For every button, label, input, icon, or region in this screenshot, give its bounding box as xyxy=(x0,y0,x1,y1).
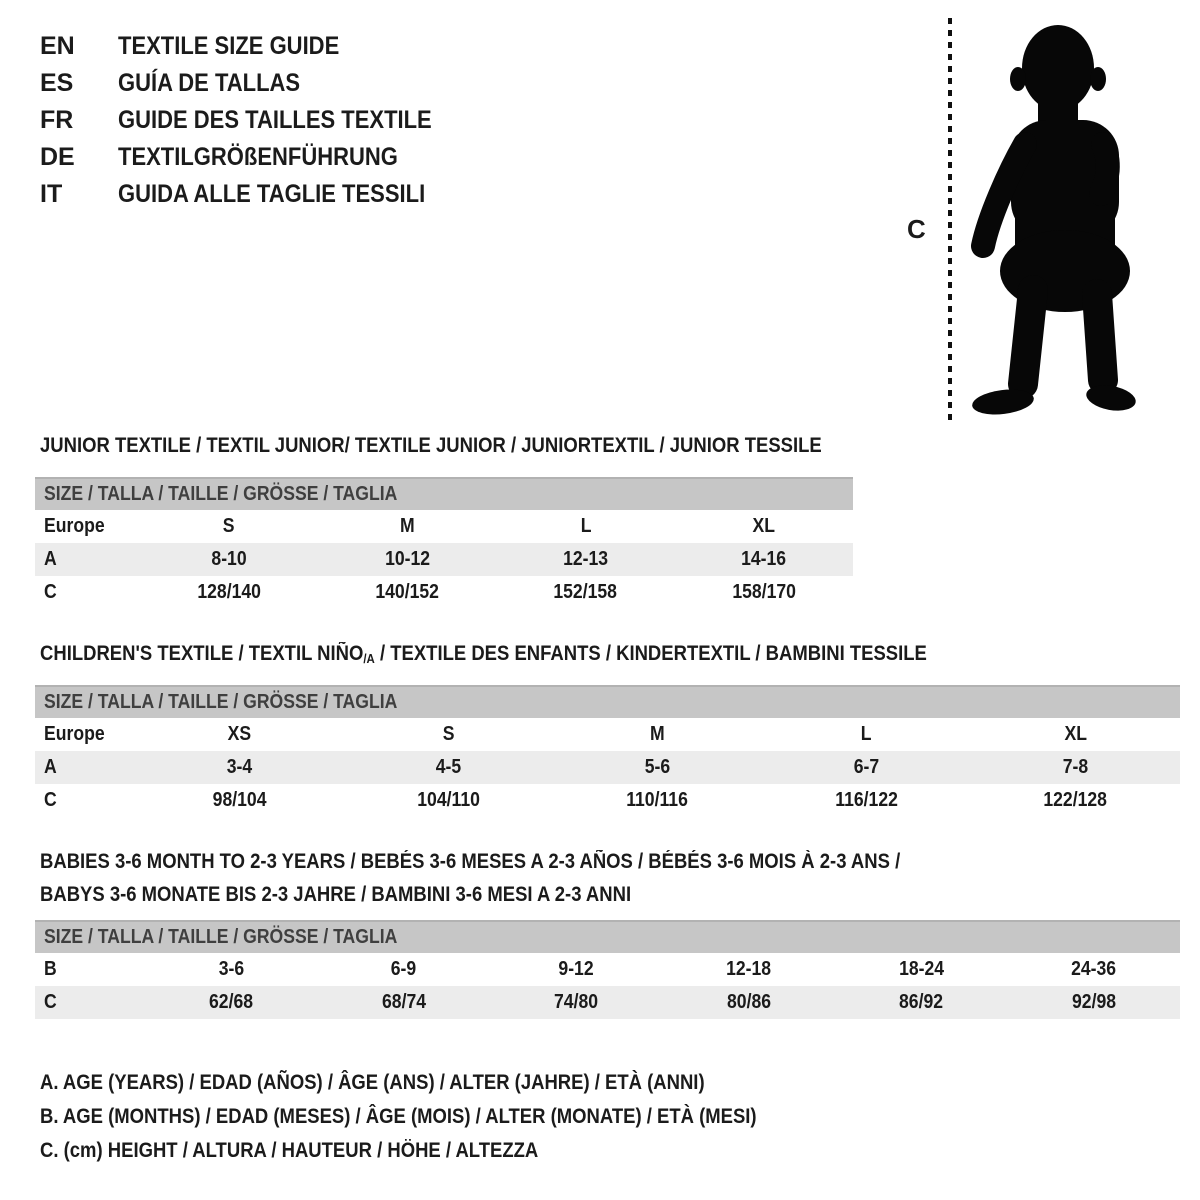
language-row-fr xyxy=(40,102,475,139)
row-label: Europe xyxy=(44,515,105,537)
language-code: EN xyxy=(40,32,75,60)
height-cell: 158/170 xyxy=(732,581,796,603)
measurement-legend xyxy=(40,1066,854,1168)
junior-size-table xyxy=(35,477,853,609)
row-label: C xyxy=(44,991,57,1013)
size-cell: L xyxy=(861,723,872,745)
table-row-europe xyxy=(35,510,853,543)
table-row-age xyxy=(35,543,853,576)
size-cell: XL xyxy=(1064,723,1087,745)
age-cell: 6-7 xyxy=(853,756,880,778)
height-cell: 116/122 xyxy=(835,789,898,811)
language-title-list xyxy=(40,28,475,213)
height-cell: 92/98 xyxy=(1071,991,1116,1013)
guide-title-fr: GUIDE DES TAILLES TEXTILE xyxy=(118,106,432,134)
legend-line-b: B. AGE (MONTHS) / EDAD (MESES) / ÂGE (MOIS) / ALTER (MONATE) / ETÀ (MESI) xyxy=(40,1105,757,1128)
table-row-height xyxy=(35,784,1180,817)
language-row-de xyxy=(40,139,475,176)
children-size-table xyxy=(35,685,1180,817)
height-cell: 68/74 xyxy=(381,991,426,1013)
age-cell: 6-9 xyxy=(391,958,417,980)
height-cell: 110/116 xyxy=(626,789,689,811)
age-cell: 9-12 xyxy=(558,958,594,980)
language-code: DE xyxy=(40,143,75,171)
guide-title-en: TEXTILE SIZE GUIDE xyxy=(118,32,340,60)
size-header-bar: SIZE / TALLA / TAILLE / GRÖSSE / TAGLIA xyxy=(35,685,1180,718)
size-cell: L xyxy=(580,515,592,537)
language-code: IT xyxy=(40,180,63,208)
table-row-height xyxy=(35,986,1180,1019)
language-row-es xyxy=(40,65,475,102)
size-cell: XS xyxy=(227,723,252,745)
row-label: Europe xyxy=(44,723,105,745)
height-cell: 128/140 xyxy=(197,581,261,603)
age-cell: 18-24 xyxy=(898,958,944,980)
age-cell: 12-18 xyxy=(726,958,772,980)
table-row-europe xyxy=(35,718,1180,751)
language-row-en xyxy=(40,28,475,65)
row-label: A xyxy=(44,548,57,570)
age-cell: 3-6 xyxy=(218,958,244,980)
age-cell: 12-13 xyxy=(563,548,609,570)
height-cell: 152/158 xyxy=(553,581,618,603)
babies-size-table xyxy=(35,920,1180,1019)
age-cell: 7-8 xyxy=(1062,756,1089,778)
height-cell: 122/128 xyxy=(1043,789,1108,811)
age-cell: 10-12 xyxy=(384,548,430,570)
size-cell: M xyxy=(400,515,415,537)
row-label: C xyxy=(44,581,57,603)
height-cell: 98/104 xyxy=(212,789,267,811)
size-cell: S xyxy=(442,723,455,745)
legend-line-c: C. (cm) HEIGHT / ALTURA / HAUTEUR / HÖHE / ALTEZZA xyxy=(40,1139,539,1162)
table-row-age-months xyxy=(35,953,1180,986)
size-header-bar: SIZE / TALLA / TAILLE / GRÖSSE / TAGLIA xyxy=(35,920,1180,953)
guide-title-es: GUÍA DE TALLAS xyxy=(118,69,301,97)
size-cell: S xyxy=(223,515,235,537)
height-measure-line xyxy=(948,18,952,422)
table-row-age xyxy=(35,751,1180,784)
size-cell: M xyxy=(650,723,665,745)
age-cell: 24-36 xyxy=(1071,958,1117,980)
size-header-bar: SIZE / TALLA / TAILLE / GRÖSSE / TAGLIA xyxy=(35,477,853,510)
language-code: FR xyxy=(40,106,74,134)
height-cell: 104/110 xyxy=(417,789,480,811)
age-cell: 4-5 xyxy=(435,756,462,778)
guide-title-de: TEXTILGRÖßENFÜHRUNG xyxy=(118,143,398,171)
height-cell: 74/80 xyxy=(554,991,599,1013)
age-cell: 14-16 xyxy=(741,548,787,570)
row-label: B xyxy=(44,958,57,980)
row-label: C xyxy=(44,789,57,811)
table-row-height xyxy=(35,576,853,609)
size-cell: XL xyxy=(752,515,776,537)
height-measure-label: C xyxy=(907,214,926,244)
language-code: ES xyxy=(40,69,74,97)
language-row-it xyxy=(40,176,475,213)
age-cell: 8-10 xyxy=(211,548,247,570)
height-figure xyxy=(905,12,1160,427)
age-cell: 5-6 xyxy=(644,756,671,778)
row-label: A xyxy=(44,756,57,778)
height-cell: 80/86 xyxy=(726,991,771,1013)
height-cell: 62/68 xyxy=(209,991,254,1013)
height-cell: 86/92 xyxy=(899,991,944,1013)
nino-a-subscript: /A xyxy=(363,651,375,666)
age-cell: 3-4 xyxy=(226,756,253,778)
guide-title-it: GUIDA ALLE TAGLIE TESSILI xyxy=(118,180,426,208)
toddler-silhouette-icon xyxy=(965,22,1145,422)
legend-line-a: A. AGE (YEARS) / EDAD (AÑOS) / ÂGE (ANS) / ALTER (JAHRE) / ETÀ (ANNI) xyxy=(40,1071,705,1094)
babies-section-title: BABIES 3-6 MONTH TO 2-3 YEARS / BEBÉS 3-6 MESES A 2-3 AÑOS / BÉBÉS 3-6 MOIS À 2-3 ANS / BABYS 3-6 MONATE BIS 2-3 JAHRE / BAMBINI 3-6 MESI A 2-3 ANNI xyxy=(40,850,901,906)
junior-section-title: JUNIOR TEXTILE / TEXTIL JUNIOR/ TEXTILE JUNIOR / JUNIORTEXTIL / JUNIOR TESSILE xyxy=(40,434,822,457)
height-cell: 140/152 xyxy=(375,581,440,603)
children-section-title: CHILDREN'S TEXTILE / TEXTIL $NIÑO_{/A}$ / TEXTILE DES ENFANTS / KINDERTEXTIL / BAMBINI TESSILE xyxy=(40,642,927,666)
